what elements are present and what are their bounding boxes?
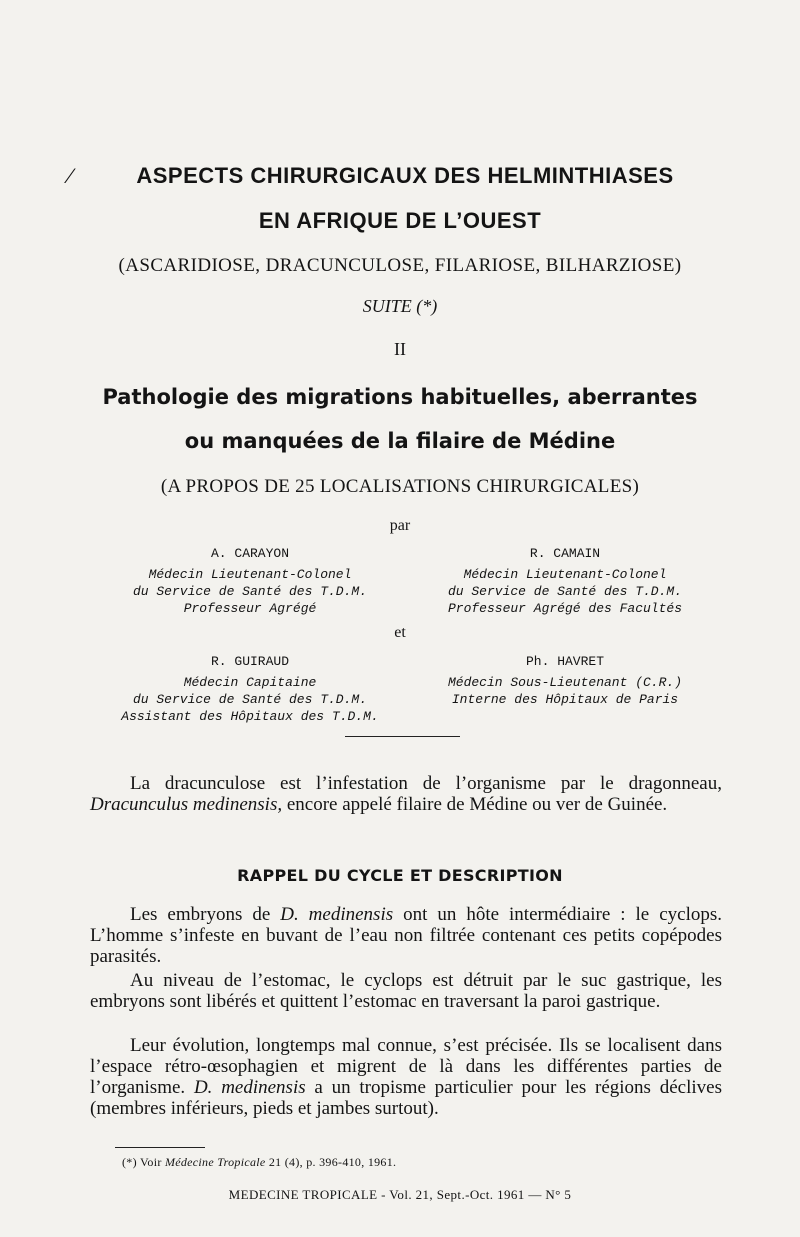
species-name: Dracunculus medinensis, bbox=[90, 794, 283, 815]
footnote-rule bbox=[115, 1147, 205, 1148]
paragraph-text: a un tropisme particulier pour les régions déclives (membres inférieurs, pieds et jambes surtout). bbox=[90, 1077, 722, 1119]
author-name: R. CAMAIN bbox=[529, 546, 601, 561]
intro-text: encore appelé filaire de Médine ou ver de Guinée. bbox=[282, 794, 668, 815]
body-paragraph bbox=[90, 970, 722, 1012]
species-name: D. medinensis bbox=[193, 1077, 306, 1098]
author-title: Interne des Hôpitaux de Paris bbox=[451, 692, 679, 707]
author-title: Assistant des Hôpitaux des T.D.M. bbox=[121, 709, 379, 724]
footnote-text: 21 (4), p. 396-410, 1961. bbox=[265, 1155, 397, 1169]
page-footer: MEDECINE TROPICALE - Vol. 21, Sept.-Oct. 1961 — N° 5 bbox=[228, 1187, 572, 1202]
author-title: Professeur Agrégé des Facultés bbox=[447, 601, 683, 616]
handwritten-mark: ⁄ bbox=[68, 163, 72, 188]
article-title-line-1: ASPECTS CHIRURGICAUX DES HELMINTHIASES bbox=[136, 163, 674, 188]
author-title: Médecin Lieutenant-Colonel bbox=[148, 567, 352, 582]
intro-text: La dracunculose est l’infestation de l’organisme par le dragonneau, bbox=[130, 773, 722, 794]
author-block-guiraud bbox=[100, 653, 400, 725]
paragraph-text: Leur évolution, longtemps mal connue, s’est précisée. Ils se localisent dans l’espace rétro-œsophagien et migrent de là dans les différentes parties de l’organisme. bbox=[90, 1035, 722, 1098]
paragraph-text: Les embryons de bbox=[130, 904, 281, 925]
species-name: D. medinensis bbox=[280, 904, 394, 925]
author-title: du Service de Santé des T.D.M. bbox=[132, 584, 368, 599]
author-title: Médecin Lieutenant-Colonel bbox=[463, 567, 667, 582]
author-title: Professeur Agrégé bbox=[183, 601, 317, 616]
author-name: R. GUIRAUD bbox=[210, 654, 289, 669]
author-block-camain bbox=[420, 545, 710, 617]
body-paragraph bbox=[90, 1035, 722, 1119]
article-title-line-2: EN AFRIQUE DE L’OUEST bbox=[258, 208, 542, 233]
part-heading-line-2: ou manquées de la filaire de Médine bbox=[184, 429, 616, 453]
author-block-carayon bbox=[100, 545, 400, 617]
author-block-havret bbox=[420, 653, 710, 708]
paragraph-text: Au niveau de l’estomac, le cyclops est détruit par le suc gastrique, les embryons sont libérés et quittent l’estomac en traversant la paroi gastrique. bbox=[90, 970, 722, 1012]
intro-paragraph bbox=[90, 773, 722, 815]
part-number: II bbox=[394, 339, 406, 359]
body-paragraph bbox=[90, 904, 722, 967]
by-label: par bbox=[389, 517, 411, 534]
footnote bbox=[122, 1155, 396, 1170]
author-name: Ph. HAVRET bbox=[525, 654, 604, 669]
part-subheading: (A PROPOS DE 25 LOCALISATIONS CHIRURGICALES) bbox=[160, 476, 640, 497]
separator-rule bbox=[345, 736, 460, 737]
author-title: Médecin Capitaine bbox=[183, 675, 317, 690]
author-title: du Service de Santé des T.D.M. bbox=[447, 584, 683, 599]
part-heading-line-1: Pathologie des migrations habituelles, aberrantes bbox=[102, 385, 698, 409]
suite-label: SUITE (*) bbox=[362, 296, 438, 316]
footnote-text: (*) Voir bbox=[122, 1155, 165, 1169]
author-title: Médecin Sous-Lieutenant (C.R.) bbox=[447, 675, 683, 690]
section-heading: RAPPEL DU CYCLE ET DESCRIPTION bbox=[237, 866, 563, 885]
and-label: et bbox=[394, 624, 406, 641]
paragraph-text: ont un hôte intermédiaire : le cyclops. L’homme s’infeste en buvant de l’eau non filtrée contenant ces petits copépodes parasités. bbox=[90, 904, 722, 967]
author-name: A. CARAYON bbox=[210, 546, 289, 561]
footnote-journal: Médecine Tropicale bbox=[164, 1155, 266, 1169]
article-subtitle: (ASCARIDIOSE, DRACUNCULOSE, FILARIOSE, BILHARZIOSE) bbox=[118, 255, 682, 276]
author-title: du Service de Santé des T.D.M. bbox=[132, 692, 368, 707]
